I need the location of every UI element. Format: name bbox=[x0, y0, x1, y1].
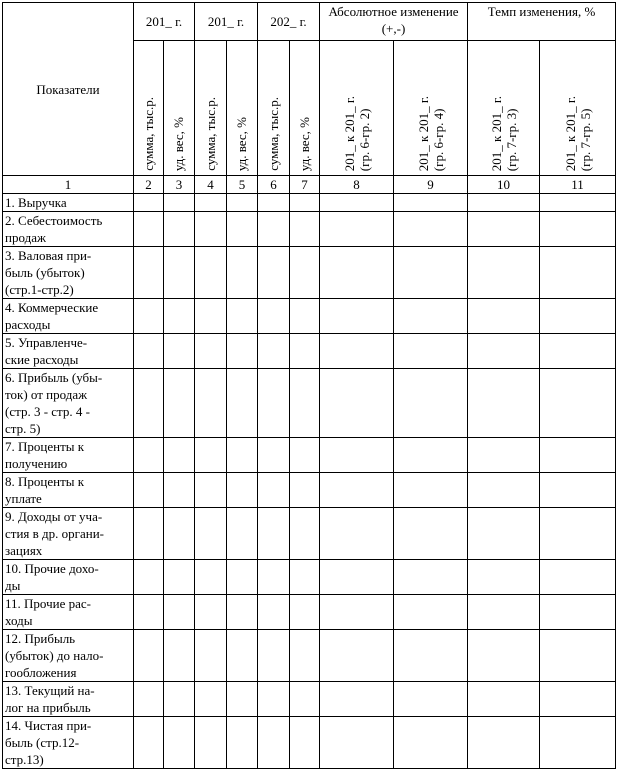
row-label: 13. Текущий на- лог на прибыль bbox=[3, 682, 134, 717]
data-cell[interactable] bbox=[290, 299, 320, 334]
data-cell[interactable] bbox=[134, 194, 164, 212]
table-row bbox=[3, 560, 616, 595]
data-cell[interactable] bbox=[540, 473, 616, 508]
rate-change-label: Темп изменения, % bbox=[487, 4, 596, 19]
data-cell[interactable] bbox=[227, 438, 258, 473]
data-cell[interactable] bbox=[164, 682, 195, 717]
col-num: 8 bbox=[320, 176, 394, 194]
data-cell[interactable] bbox=[195, 595, 227, 630]
data-cell[interactable] bbox=[394, 369, 468, 438]
data-cell[interactable] bbox=[227, 560, 258, 595]
data-cell[interactable] bbox=[320, 247, 394, 299]
data-cell[interactable] bbox=[540, 560, 616, 595]
sub-sum-2-label: сумма, тыс.р. bbox=[202, 97, 218, 171]
sub-abs-1 bbox=[320, 41, 394, 176]
analysis-table bbox=[2, 2, 616, 769]
data-cell[interactable] bbox=[468, 508, 540, 560]
data-cell[interactable] bbox=[540, 595, 616, 630]
data-cell[interactable] bbox=[540, 369, 616, 438]
data-cell[interactable] bbox=[394, 682, 468, 717]
data-cell[interactable] bbox=[227, 247, 258, 299]
data-cell[interactable] bbox=[394, 194, 468, 212]
row-label: 3. Валовая при- быль (убыток) (стр.1-стр.2) bbox=[3, 247, 134, 299]
data-cell[interactable] bbox=[394, 473, 468, 508]
data-cell[interactable] bbox=[227, 595, 258, 630]
col-num: 9 bbox=[394, 176, 468, 194]
data-cell[interactable] bbox=[540, 247, 616, 299]
col-num: 6 bbox=[258, 176, 290, 194]
data-cell[interactable] bbox=[540, 682, 616, 717]
data-cell[interactable] bbox=[258, 334, 290, 369]
period-1-label: 201_ г. bbox=[145, 14, 183, 29]
header-rate-change bbox=[468, 3, 616, 41]
data-cell[interactable] bbox=[394, 560, 468, 595]
data-cell[interactable] bbox=[258, 369, 290, 438]
table-row bbox=[3, 247, 616, 299]
data-cell[interactable] bbox=[540, 212, 616, 247]
sub-sum-3 bbox=[258, 41, 290, 176]
data-cell[interactable] bbox=[290, 369, 320, 438]
table-row bbox=[3, 717, 616, 769]
data-cell[interactable] bbox=[394, 438, 468, 473]
col-num: 11 bbox=[540, 176, 616, 194]
data-cell[interactable] bbox=[320, 299, 394, 334]
data-cell[interactable] bbox=[258, 595, 290, 630]
data-cell[interactable] bbox=[540, 299, 616, 334]
data-cell[interactable] bbox=[134, 473, 164, 508]
data-cell[interactable] bbox=[195, 438, 227, 473]
row-label: 7. Проценты к получению bbox=[3, 438, 134, 473]
data-cell[interactable] bbox=[540, 334, 616, 369]
data-cell[interactable] bbox=[227, 194, 258, 212]
data-cell[interactable] bbox=[134, 334, 164, 369]
data-cell[interactable] bbox=[394, 247, 468, 299]
data-cell[interactable] bbox=[540, 717, 616, 769]
data-cell[interactable] bbox=[195, 334, 227, 369]
data-cell[interactable] bbox=[468, 438, 540, 473]
data-cell[interactable] bbox=[164, 630, 195, 682]
period-2-label: 201_ г. bbox=[207, 14, 245, 29]
period-3-label: 202_ г. bbox=[270, 14, 307, 29]
data-cell[interactable] bbox=[195, 717, 227, 769]
data-cell[interactable] bbox=[134, 508, 164, 560]
row-label: 10. Прочие дохо- ды bbox=[3, 560, 134, 595]
table-row bbox=[3, 508, 616, 560]
data-cell[interactable] bbox=[258, 247, 290, 299]
data-cell[interactable] bbox=[258, 473, 290, 508]
col-num: 1 bbox=[3, 176, 134, 194]
sub-abs-2 bbox=[394, 41, 468, 176]
data-cell[interactable] bbox=[164, 438, 195, 473]
row-label: 8. Проценты к уплате bbox=[3, 473, 134, 508]
data-cell[interactable] bbox=[258, 682, 290, 717]
data-cell[interactable] bbox=[134, 630, 164, 682]
data-cell[interactable] bbox=[320, 473, 394, 508]
data-cell[interactable] bbox=[290, 438, 320, 473]
data-cell[interactable] bbox=[195, 369, 227, 438]
sub-abs-1-label: 201_ к 201_ г. (гр. 6-гр. 2) bbox=[341, 95, 372, 171]
data-cell[interactable] bbox=[195, 212, 227, 247]
data-cell[interactable] bbox=[195, 508, 227, 560]
table-row bbox=[3, 438, 616, 473]
data-cell[interactable] bbox=[468, 682, 540, 717]
data-cell[interactable] bbox=[258, 630, 290, 682]
col-num: 4 bbox=[195, 176, 227, 194]
sub-sum-1 bbox=[134, 41, 164, 176]
data-cell[interactable] bbox=[394, 299, 468, 334]
data-cell[interactable] bbox=[290, 473, 320, 508]
table-row bbox=[3, 334, 616, 369]
data-cell[interactable] bbox=[134, 212, 164, 247]
data-cell[interactable] bbox=[540, 438, 616, 473]
sub-sum-1-label: сумма, тыс.р. bbox=[140, 97, 156, 171]
table-row bbox=[3, 299, 616, 334]
data-cell[interactable] bbox=[394, 595, 468, 630]
header-period-1 bbox=[134, 3, 195, 41]
data-cell[interactable] bbox=[227, 630, 258, 682]
sub-weight-2 bbox=[227, 41, 258, 176]
row-label: 14. Чистая при- быль (стр.12- стр.13) bbox=[3, 717, 134, 769]
data-cell[interactable] bbox=[227, 682, 258, 717]
data-cell[interactable] bbox=[468, 717, 540, 769]
header-indicators bbox=[3, 3, 134, 176]
row-label: 2. Себестоимость продаж bbox=[3, 212, 134, 247]
data-cell[interactable] bbox=[320, 369, 394, 438]
sub-abs-2-label: 201_ к 201_ г. (гр. 6-гр. 4) bbox=[415, 95, 446, 171]
data-cell[interactable] bbox=[320, 595, 394, 630]
data-cell[interactable] bbox=[134, 682, 164, 717]
data-cell[interactable] bbox=[468, 473, 540, 508]
col-num: 7 bbox=[290, 176, 320, 194]
data-cell[interactable] bbox=[258, 194, 290, 212]
sub-sum-2 bbox=[195, 41, 227, 176]
sub-rate-1-label: 201_ к 201_ г. (гр. 7-гр. 3) bbox=[488, 95, 519, 171]
data-cell[interactable] bbox=[258, 560, 290, 595]
data-cell[interactable] bbox=[468, 299, 540, 334]
data-cell[interactable] bbox=[290, 595, 320, 630]
table-row bbox=[3, 473, 616, 508]
sub-weight-2-label: уд. вес, % bbox=[234, 116, 249, 171]
data-cell[interactable] bbox=[320, 630, 394, 682]
data-cell[interactable] bbox=[195, 194, 227, 212]
col-num: 3 bbox=[164, 176, 195, 194]
data-cell[interactable] bbox=[164, 212, 195, 247]
header-abs-change bbox=[320, 3, 468, 41]
data-cell[interactable] bbox=[134, 438, 164, 473]
data-cell[interactable] bbox=[320, 194, 394, 212]
data-cell[interactable] bbox=[468, 595, 540, 630]
sub-rate-1 bbox=[468, 41, 540, 176]
data-cell[interactable] bbox=[134, 369, 164, 438]
data-cell[interactable] bbox=[290, 194, 320, 212]
data-cell[interactable] bbox=[164, 508, 195, 560]
data-cell[interactable] bbox=[258, 717, 290, 769]
data-cell[interactable] bbox=[227, 212, 258, 247]
data-cell[interactable] bbox=[290, 247, 320, 299]
sub-rate-2 bbox=[540, 41, 616, 176]
data-cell[interactable] bbox=[290, 508, 320, 560]
data-cell[interactable] bbox=[134, 299, 164, 334]
data-cell[interactable] bbox=[540, 194, 616, 212]
data-cell[interactable] bbox=[195, 682, 227, 717]
data-cell[interactable] bbox=[290, 682, 320, 717]
table-row bbox=[3, 212, 616, 247]
row-label: 4. Коммерческие расходы bbox=[3, 299, 134, 334]
table-row bbox=[3, 595, 616, 630]
table-row bbox=[3, 369, 616, 438]
sub-weight-3-label: уд. вес, % bbox=[296, 116, 312, 171]
table-row bbox=[3, 630, 616, 682]
data-cell[interactable] bbox=[468, 247, 540, 299]
data-cell[interactable] bbox=[195, 247, 227, 299]
data-cell[interactable] bbox=[320, 508, 394, 560]
data-cell[interactable] bbox=[164, 595, 195, 630]
data-cell[interactable] bbox=[290, 630, 320, 682]
data-cell[interactable] bbox=[290, 212, 320, 247]
row-label: 5. Управленче- ские расходы bbox=[3, 334, 134, 369]
data-cell[interactable] bbox=[468, 560, 540, 595]
data-cell[interactable] bbox=[394, 508, 468, 560]
row-label: 6. Прибыль (убы- ток) от продаж (стр. 3 - стр. 4 - стр. 5) bbox=[3, 369, 134, 438]
data-cell[interactable] bbox=[164, 334, 195, 369]
row-label: 9. Доходы от уча- стия в др. органи- зациях bbox=[3, 508, 134, 560]
data-cell[interactable] bbox=[320, 438, 394, 473]
sub-rate-2-label: 201_ к 201_ г. (гр. 7-гр. 5) bbox=[562, 95, 593, 171]
sub-weight-3 bbox=[290, 41, 320, 176]
row-label: 1. Выручка bbox=[3, 194, 134, 212]
data-cell[interactable] bbox=[394, 334, 468, 369]
data-cell[interactable] bbox=[468, 369, 540, 438]
sub-weight-1 bbox=[164, 41, 195, 176]
table-body bbox=[3, 194, 616, 769]
data-cell[interactable] bbox=[134, 717, 164, 769]
col-num: 10 bbox=[468, 176, 540, 194]
data-cell[interactable] bbox=[164, 473, 195, 508]
data-cell[interactable] bbox=[227, 299, 258, 334]
data-cell[interactable] bbox=[195, 473, 227, 508]
data-cell[interactable] bbox=[290, 560, 320, 595]
data-cell[interactable] bbox=[320, 334, 394, 369]
column-numbers-row bbox=[3, 176, 616, 194]
data-cell[interactable] bbox=[394, 630, 468, 682]
data-cell[interactable] bbox=[290, 717, 320, 769]
data-cell[interactable] bbox=[227, 473, 258, 508]
data-cell[interactable] bbox=[258, 299, 290, 334]
data-cell[interactable] bbox=[164, 560, 195, 595]
data-cell[interactable] bbox=[258, 508, 290, 560]
data-cell[interactable] bbox=[227, 334, 258, 369]
data-cell[interactable] bbox=[195, 560, 227, 595]
data-cell[interactable] bbox=[134, 247, 164, 299]
data-cell[interactable] bbox=[394, 717, 468, 769]
data-cell[interactable] bbox=[227, 369, 258, 438]
data-cell[interactable] bbox=[320, 717, 394, 769]
sub-weight-1-label: уд. вес, % bbox=[171, 116, 186, 171]
row-label: 12. Прибыль (убыток) до нало- гообложения bbox=[3, 630, 134, 682]
data-cell[interactable] bbox=[394, 212, 468, 247]
col-num: 5 bbox=[227, 176, 258, 194]
data-cell[interactable] bbox=[320, 560, 394, 595]
header-period-3 bbox=[258, 3, 320, 41]
data-cell[interactable] bbox=[164, 299, 195, 334]
data-cell[interactable] bbox=[164, 194, 195, 212]
data-cell[interactable] bbox=[195, 299, 227, 334]
data-cell[interactable] bbox=[258, 438, 290, 473]
data-cell[interactable] bbox=[195, 630, 227, 682]
data-cell[interactable] bbox=[227, 508, 258, 560]
data-cell[interactable] bbox=[468, 212, 540, 247]
col-num: 2 bbox=[134, 176, 164, 194]
data-cell[interactable] bbox=[468, 194, 540, 212]
data-cell[interactable] bbox=[258, 212, 290, 247]
header-period-2 bbox=[195, 3, 258, 41]
data-cell[interactable] bbox=[227, 717, 258, 769]
data-cell[interactable] bbox=[164, 717, 195, 769]
data-cell[interactable] bbox=[468, 334, 540, 369]
data-cell[interactable] bbox=[540, 508, 616, 560]
table-row bbox=[3, 682, 616, 717]
data-cell[interactable] bbox=[164, 247, 195, 299]
data-cell[interactable] bbox=[320, 212, 394, 247]
data-cell[interactable] bbox=[290, 334, 320, 369]
data-cell[interactable] bbox=[134, 560, 164, 595]
data-cell[interactable] bbox=[468, 630, 540, 682]
data-cell[interactable] bbox=[320, 682, 394, 717]
sub-sum-3-label: сумма, тыс.р. bbox=[265, 97, 281, 171]
header-indicators-label: Показатели bbox=[36, 81, 100, 97]
row-label: 11. Прочие рас- ходы bbox=[3, 595, 134, 630]
data-cell[interactable] bbox=[134, 595, 164, 630]
abs-change-label: Абсолютное изменение (+,-) bbox=[328, 4, 459, 36]
data-cell[interactable] bbox=[164, 369, 195, 438]
data-cell[interactable] bbox=[540, 630, 616, 682]
table-row bbox=[3, 194, 616, 212]
